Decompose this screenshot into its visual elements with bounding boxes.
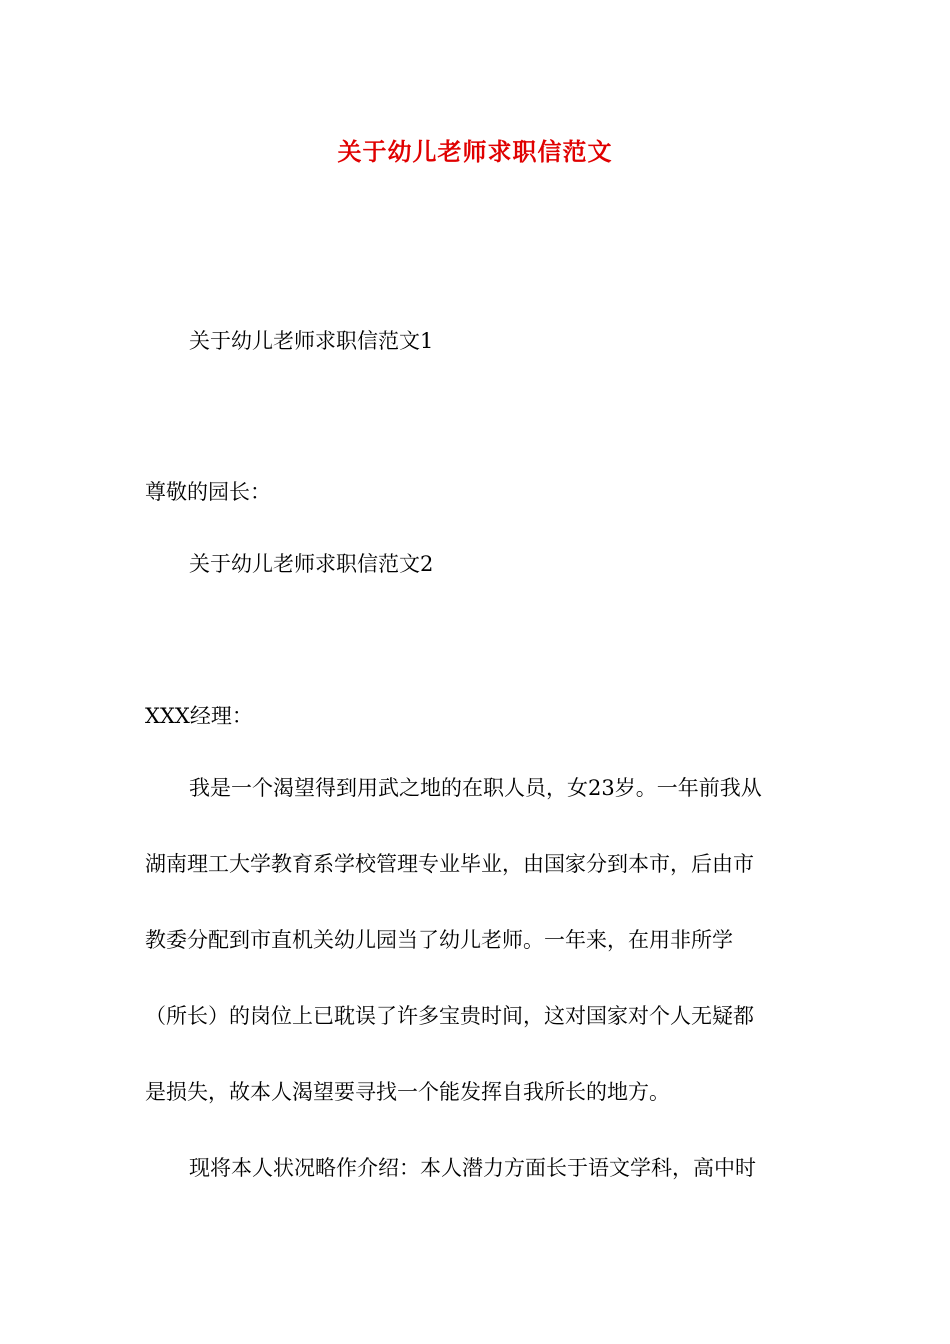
paragraph-1	[145, 750, 807, 1130]
paragraph-line: （所长）的岗位上已耽误了许多宝贵时间，这对国家对个人无疑都	[145, 1004, 754, 1028]
paragraph-line: 教委分配到市直机关幼儿园当了幼儿老师。一年来，在用非所学	[145, 928, 733, 952]
document-title: 关于幼儿老师求职信范文	[337, 137, 613, 166]
paragraph-line: 现将本人状况略作介绍：本人潜力方面长于语文学科，高中时	[189, 1156, 756, 1180]
section-heading-1: 关于幼儿老师求职信范文1	[189, 329, 434, 353]
paragraph-line: 我是一个渴望得到用武之地的在职人员，女23岁。一年前我从	[189, 776, 762, 800]
salutation-manager: XXX经理：	[145, 704, 253, 728]
paragraph-2	[145, 1130, 807, 1206]
salutation-principal: 尊敬的园长：	[145, 480, 271, 504]
paragraph-line: 湖南理工大学教育系学校管理专业毕业，由国家分到本市，后由市	[145, 852, 754, 876]
paragraph-line: 是损失，故本人渴望要寻找一个能发挥自我所长的地方。	[145, 1080, 670, 1104]
section-heading-2: 关于幼儿老师求职信范文2	[189, 552, 434, 576]
